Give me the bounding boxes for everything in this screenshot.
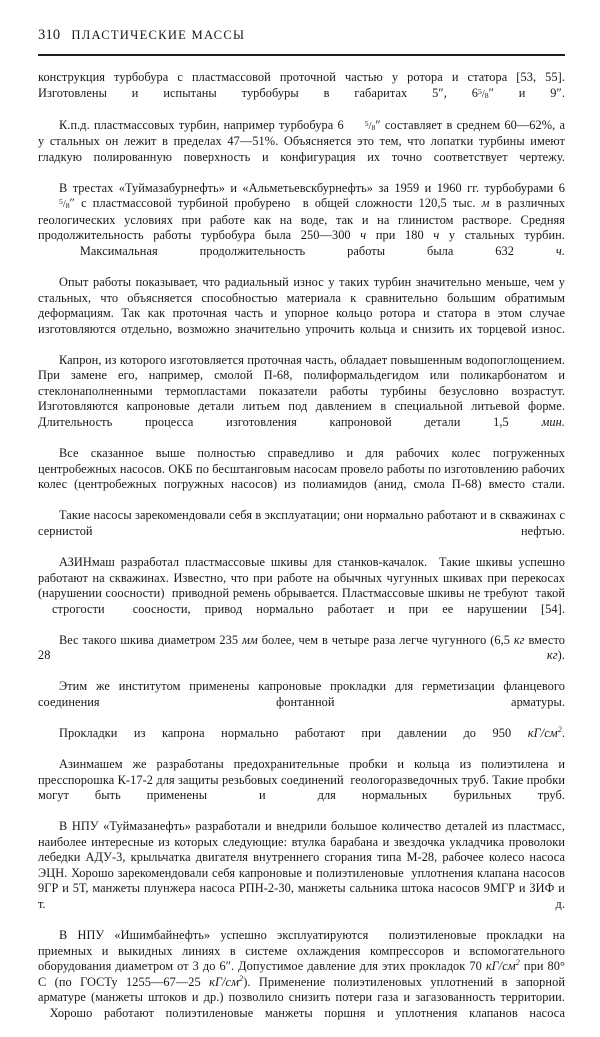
- paragraph: Опыт работы показывает, что радиальный износ у таких турбин значительно меньше, чем у стальных, что объясняется способностью материала к сравнительно большим обратимым деформациям. Так как проточная часть и упорное кольцо ротора и статора в этом случае изготовляются отдельно, возможно значительно упрочить кольца и снизить их торцевой износ.: [38, 275, 565, 336]
- paragraph: конструкция турбобура с пластмассовой проточной частью у ротора и статора [53, 55]. Изготовлены и испытаны турбобуры в габаритах 5″, $6^5/8''$ и 9″.: [38, 70, 566, 100]
- paragraph: В трестах «Туймазабурнефть» и «Альметьевскбурнефть» за 1959 и 1960 гг. турбобурами $6^5/8''$ с пластмассовой турбиной пробурено в общей сложности 120,5 тыс. м в различных геологических условиях при работе как на воде, так и на глинистом растворе. Средняя продолжительность работы турбобура была 250—300 ч при 180 ч у стальных турбин. Максимальная продолжительность работы была 632 ч.: [38, 180, 566, 259]
- running-head: [38, 27, 565, 44]
- paragraph: Азинмашем же разработаны предохранительные пробки и кольца из полиэтилена и пресспорошка К-17-2 для защиты резьбовых соединений геологоразведочных труб. Такие пробки могут быть применены и для нормальных бурильных труб.: [38, 757, 565, 803]
- paragraph: В НПУ «Туймазанефть» разработали и внедрили большое количество деталей из пластмасс, наиболее интересные из которых следующие: втулка барабана и звездочка укладчика проволоки лебедки АДУ-3, крыльчатка двигателя внутреннего сгорания типа М-28, рабочее колесо насоса ЭЦН. Хорошо зарекомендовали себя капроновые и полиэтиленовые уплотнения клапана насосов 9ГР и 5Т, манжеты плунжера насоса РПН-2-30, манжеты сальника штока насосов 9МГР и ЗИФ и т. д.: [38, 819, 565, 911]
- body-text: [38, 70, 565, 1037]
- paragraph: К.п.д. пластмассовых турбин, например турбобура 6 $^5$/8″ составляет в среднем 60—62%, а у стальных он лежит в пределах 47—51%. Объясняется это тем, что лопатки турбины имеют гладкую полированную поверхность и конфигурация их точно соответствует чертежу.: [38, 117, 565, 164]
- paragraph: Вес такого шкива диаметром 235 мм более, чем в четыре раза легче чугунного (6,5 кг вместо 28 кг).: [38, 632, 565, 663]
- paragraph: Капрон, из которого изготовляется проточная часть, обладает повышенным водопоглощением. При замене его, например, смолой П-68, полиформальдегидом или поликарбонатом и стеклонаполненными термопластами показатели работы турбины безусловно возрастут. Изготовляются капроновые детали литьем под давлением в специальной литьевой форме. Длительность процесса изготовления капроновой детали 1,5 мин.: [38, 352, 565, 430]
- paragraph: АЗИНмаш разработал пластмассовые шкивы для станков-качалок. Такие шкивы успешно работают на скважинах. Известно, что при работе на обычных чугунных шкивах при перекосах (нарушении соосности) приводной ремень обрывается. Пластмассовые шкивы не требуют такой строгости соосности, привод нормально работает и при ее нарушении [54].: [38, 554, 565, 616]
- header-rule: [38, 54, 565, 56]
- paragraph: Все сказанное выше полностью справедливо и для рабочих колес погруженных центробежных насосов. ОКБ по бесштанговым насосам провело работы по изготовлению рабочих колес (центробежных погружных насосов) из полиамидов (анид, смола П-68) вместо стали.: [38, 446, 565, 492]
- paragraph: Такие насосы зарекомендовали себя в эксплуатации; они нормально работают и в скважинах с сернистой нефтью.: [38, 508, 565, 538]
- page-number: 310: [38, 27, 61, 43]
- paragraph: Этим же институтом применены капроновые прокладки для герметизации фланцевого соединения фонтанной арматуры.: [38, 679, 565, 709]
- running-title: ПЛАСТИЧЕСКИЕ МАССЫ: [71, 28, 246, 42]
- paragraph: Прокладки из капрона нормально работают при давлении до 950 $кГ/см^2$.: [59, 724, 565, 740]
- paragraph: В НПУ «Ишимбайнефть» успешно эксплуатируются полиэтиленовые прокладки на приемных и выкидных линиях в системе охлаждения компрессоров и вспомогательного оборудования диаметром от 3 до 6″. Допустимое давление для этих прокладок 70 $кГ/см^2$ при 80° С (по ГОСТу 1255—67—25 $кГ/см^2$). Применение полиэтиленовых уплотнений в запорной арматуре (манжеты штоков и др.) позволило снизить потери газа и загазованность территории. Хорошо работают полиэтиленовые манжеты поршня и уплотнения клапанов насоса: [38, 928, 565, 1020]
